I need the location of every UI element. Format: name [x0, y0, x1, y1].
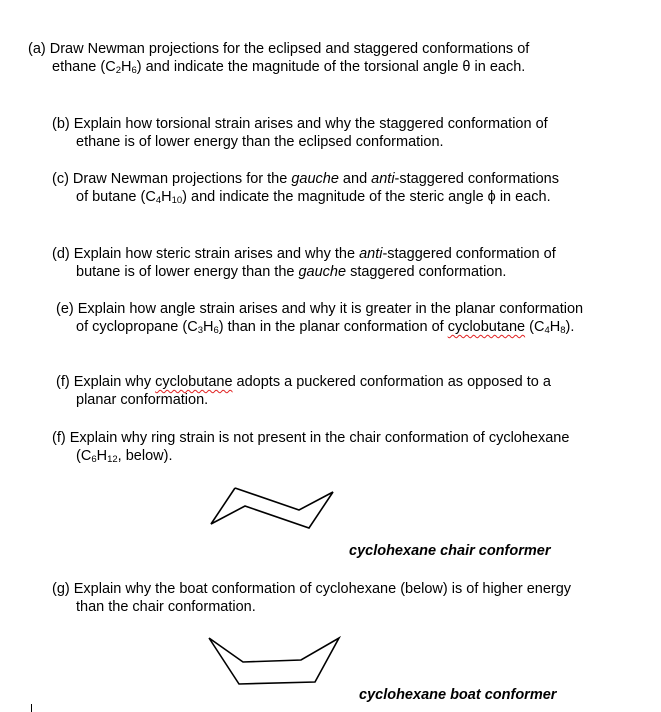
question-f-puckered-line2: planar conformation.	[76, 392, 209, 408]
spellcheck-underline: cyclobutane	[447, 319, 526, 335]
question-e-line1: (e) Explain how angle strain arises and why it is greater in the planar conformation	[56, 301, 584, 317]
question-c-line2: of butane $(C_4H_{10})$ and indicate the magnitude of the steric angle ϕ in each.	[76, 189, 551, 206]
question-b-line1: (b) Explain how torsional strain arises and why the staggered conformation of	[52, 116, 548, 132]
question-e-line2: of cyclopropane $(C_3H_6)$ than in the planar conformation of cyclobutane $(C_4H_8)$.	[76, 319, 575, 336]
question-d-line2: butane is of lower energy than the gauche staggered conformation.	[76, 264, 507, 280]
question-a-line1: (a) Draw Newman projections for the eclipsed and staggered conformations of	[28, 41, 530, 57]
question-d	[52, 245, 556, 281]
question-f-ring-strain	[52, 429, 569, 465]
cyclohexane-boat-figure	[205, 634, 345, 690]
question-e	[56, 300, 583, 336]
question-b	[52, 115, 548, 151]
question-g-line1: (g) Explain why the boat conformation of cyclohexane (below) is of higher energy	[52, 581, 572, 597]
question-a	[28, 40, 529, 76]
cyclohexane-chair-figure	[205, 484, 340, 536]
chair-caption: cyclohexane chair conformer	[349, 543, 551, 559]
question-g	[52, 580, 571, 616]
question-f-puckered-line1: (f) Explain why cyclobutane adopts a puckered conformation as opposed to a	[56, 374, 551, 390]
boat-caption: cyclohexane boat conformer	[359, 687, 557, 703]
question-a-line2: ethane $(C_2H_6)$ and indicate the magnitude of the torsional angle θ in each.	[52, 59, 526, 76]
question-f-ring-strain-line1: (f) Explain why ring strain is not present in the chair conformation of cyclohexane	[52, 430, 570, 446]
question-f-ring-strain-line2: ($C_6H_{12}$, below).	[76, 448, 173, 465]
question-f-puckered	[56, 373, 551, 409]
question-b-line2: ethane is of lower energy than the eclipsed conformation.	[76, 134, 444, 150]
question-g-line2: than the chair conformation.	[76, 599, 256, 615]
question-c	[52, 170, 559, 206]
spellcheck-underline: cyclobutane	[155, 374, 233, 390]
question-d-line1: (d) Explain how steric strain arises and why the anti-staggered conformation of	[52, 246, 556, 262]
question-c-line1: (c) Draw Newman projections for the gauche and anti-staggered conformations	[52, 171, 559, 187]
